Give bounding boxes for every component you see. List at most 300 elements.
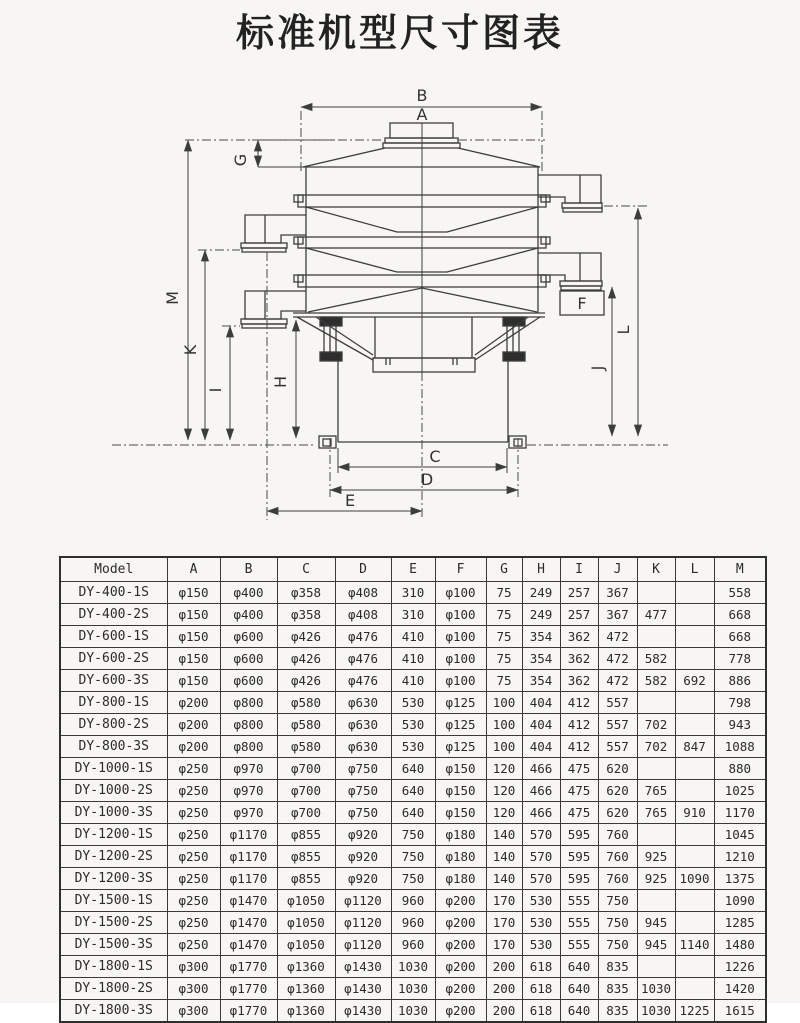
value-cell: 362 (560, 626, 598, 648)
value-cell (675, 692, 714, 714)
value-cell: φ855 (277, 824, 335, 846)
col-header-j: J (598, 557, 637, 582)
value-cell: 1285 (714, 912, 766, 934)
value-cell: 960 (391, 890, 435, 912)
value-cell: φ200 (435, 890, 486, 912)
value-cell: φ250 (167, 890, 220, 912)
col-header-b: B (220, 557, 277, 582)
outlet-right-lower (538, 253, 604, 315)
value-cell: 367 (598, 582, 637, 604)
value-cell: φ580 (277, 736, 335, 758)
value-cell: 595 (560, 846, 598, 868)
value-cell: φ750 (335, 802, 391, 824)
value-cell: φ1430 (335, 1000, 391, 1023)
model-cell: DY-800-3S (60, 736, 167, 758)
value-cell: φ100 (435, 626, 486, 648)
dim-label-g: G (231, 153, 250, 167)
value-cell: φ920 (335, 868, 391, 890)
dim-label-m: M (163, 291, 182, 305)
value-cell: 798 (714, 692, 766, 714)
value-cell: φ200 (435, 912, 486, 934)
model-cell: DY-1800-3S (60, 1000, 167, 1023)
value-cell: 249 (522, 582, 560, 604)
value-cell: 404 (522, 692, 560, 714)
table-row (60, 736, 766, 758)
model-cell: DY-1800-2S (60, 978, 167, 1000)
value-cell: φ150 (167, 582, 220, 604)
value-cell: φ1470 (220, 912, 277, 934)
outlet-right-upper (538, 175, 602, 212)
col-header-e: E (391, 557, 435, 582)
value-cell: 472 (598, 626, 637, 648)
value-cell: φ150 (167, 626, 220, 648)
value-cell: 249 (522, 604, 560, 626)
value-cell: φ426 (277, 648, 335, 670)
page-title: 标准机型尺寸图表 (235, 11, 564, 55)
value-cell: φ800 (220, 692, 277, 714)
value-cell: 1210 (714, 846, 766, 868)
value-cell: φ150 (435, 802, 486, 824)
value-cell: 835 (598, 1000, 637, 1023)
value-cell: 354 (522, 670, 560, 692)
value-cell (675, 846, 714, 868)
col-header-g: G (486, 557, 522, 582)
value-cell: φ1470 (220, 934, 277, 956)
value-cell: 120 (486, 780, 522, 802)
value-cell: φ358 (277, 604, 335, 626)
value-cell: φ700 (277, 802, 335, 824)
value-cell: 140 (486, 824, 522, 846)
model-cell: DY-800-2S (60, 714, 167, 736)
value-cell: 1030 (391, 1000, 435, 1023)
value-cell: 750 (598, 934, 637, 956)
value-cell: 570 (522, 868, 560, 890)
value-cell: φ1120 (335, 934, 391, 956)
value-cell: φ1050 (277, 912, 335, 934)
value-cell: 200 (486, 956, 522, 978)
value-cell: 170 (486, 890, 522, 912)
value-cell: 257 (560, 604, 598, 626)
value-cell: 1226 (714, 956, 766, 978)
value-cell (637, 692, 675, 714)
value-cell: 477 (637, 604, 675, 626)
value-cell: φ580 (277, 692, 335, 714)
dim-label-e: E (344, 491, 356, 510)
value-cell: 412 (560, 714, 598, 736)
value-cell: φ200 (435, 978, 486, 1000)
value-cell: φ855 (277, 846, 335, 868)
table-row (60, 670, 766, 692)
model-cell: DY-1000-1S (60, 758, 167, 780)
header-row (60, 557, 766, 582)
value-cell: 466 (522, 780, 560, 802)
value-cell: 620 (598, 758, 637, 780)
col-header-d: D (335, 557, 391, 582)
value-cell: 1030 (391, 956, 435, 978)
value-cell: 200 (486, 1000, 522, 1023)
value-cell: φ408 (335, 582, 391, 604)
col-header-l: L (675, 557, 714, 582)
col-header-c: C (277, 557, 335, 582)
value-cell: 1140 (675, 934, 714, 956)
value-cell: φ580 (277, 714, 335, 736)
table-row (60, 648, 766, 670)
model-cell: DY-600-3S (60, 670, 167, 692)
value-cell: 925 (637, 846, 675, 868)
dim-label-l: L (614, 325, 633, 335)
col-header-f: F (435, 557, 486, 582)
value-cell (675, 758, 714, 780)
value-cell: 750 (598, 912, 637, 934)
value-cell: 595 (560, 868, 598, 890)
value-cell (675, 604, 714, 626)
value-cell: φ1770 (220, 1000, 277, 1023)
value-cell: φ200 (167, 736, 220, 758)
value-cell: 120 (486, 758, 522, 780)
value-cell: 702 (637, 736, 675, 758)
value-cell: φ200 (435, 956, 486, 978)
value-cell: φ150 (167, 648, 220, 670)
value-cell: φ1430 (335, 956, 391, 978)
col-header-k: K (637, 557, 675, 582)
value-cell: φ300 (167, 956, 220, 978)
value-cell: φ180 (435, 846, 486, 868)
value-cell: 960 (391, 934, 435, 956)
value-cell: φ1360 (277, 1000, 335, 1023)
value-cell: φ630 (335, 736, 391, 758)
value-cell: 778 (714, 648, 766, 670)
value-cell: 75 (486, 648, 522, 670)
value-cell (675, 648, 714, 670)
value-cell: 472 (598, 648, 637, 670)
value-cell (637, 758, 675, 780)
value-cell: 530 (522, 890, 560, 912)
value-cell: 880 (714, 758, 766, 780)
table-row (60, 956, 766, 978)
value-cell: φ250 (167, 780, 220, 802)
table-row (60, 846, 766, 868)
value-cell: φ100 (435, 648, 486, 670)
table-row (60, 1000, 766, 1023)
col-header-i: I (560, 557, 598, 582)
value-cell: φ1170 (220, 824, 277, 846)
value-cell: φ970 (220, 802, 277, 824)
table-row (60, 802, 766, 824)
dim-label-d: D (420, 470, 434, 489)
value-cell (675, 912, 714, 934)
value-cell: φ180 (435, 824, 486, 846)
table-row (60, 912, 766, 934)
value-cell (675, 714, 714, 736)
dimension-labels (163, 86, 633, 510)
value-cell: φ200 (435, 1000, 486, 1023)
value-cell: φ125 (435, 692, 486, 714)
value-cell: φ630 (335, 714, 391, 736)
value-cell: φ250 (167, 824, 220, 846)
value-cell (637, 626, 675, 648)
value-cell (637, 582, 675, 604)
model-cell: DY-800-1S (60, 692, 167, 714)
value-cell: φ426 (277, 670, 335, 692)
model-cell: DY-1500-1S (60, 890, 167, 912)
value-cell: 475 (560, 758, 598, 780)
table-row (60, 582, 766, 604)
value-cell: φ1120 (335, 890, 391, 912)
value-cell: φ700 (277, 780, 335, 802)
value-cell: 835 (598, 956, 637, 978)
model-cell: DY-400-1S (60, 582, 167, 604)
value-cell: 960 (391, 912, 435, 934)
value-cell: 555 (560, 934, 598, 956)
model-cell: DY-1200-1S (60, 824, 167, 846)
dim-label-h: H (271, 375, 290, 389)
value-cell: 530 (391, 736, 435, 758)
col-header-model: Model (60, 557, 167, 582)
value-cell: 530 (522, 934, 560, 956)
value-cell: φ1360 (277, 956, 335, 978)
value-cell: 410 (391, 626, 435, 648)
model-cell: DY-1000-2S (60, 780, 167, 802)
value-cell: 760 (598, 846, 637, 868)
value-cell: φ250 (167, 912, 220, 934)
value-cell: φ1170 (220, 846, 277, 868)
value-cell: φ1050 (277, 934, 335, 956)
value-cell: φ408 (335, 604, 391, 626)
value-cell: φ1770 (220, 978, 277, 1000)
value-cell: φ250 (167, 934, 220, 956)
table-row (60, 824, 766, 846)
value-cell: 530 (391, 692, 435, 714)
value-cell: φ250 (167, 846, 220, 868)
value-cell: φ476 (335, 648, 391, 670)
value-cell: 692 (675, 670, 714, 692)
value-cell: φ600 (220, 670, 277, 692)
value-cell: 75 (486, 582, 522, 604)
model-cell: DY-1200-3S (60, 868, 167, 890)
value-cell (675, 956, 714, 978)
value-cell: φ1170 (220, 868, 277, 890)
value-cell: φ1470 (220, 890, 277, 912)
value-cell: 1090 (675, 868, 714, 890)
value-cell: 410 (391, 670, 435, 692)
value-cell: 170 (486, 912, 522, 934)
value-cell: φ426 (277, 626, 335, 648)
value-cell: 750 (391, 846, 435, 868)
value-cell: 1025 (714, 780, 766, 802)
value-cell: 310 (391, 582, 435, 604)
value-cell: φ200 (167, 692, 220, 714)
value-cell: 1090 (714, 890, 766, 912)
value-cell: 475 (560, 802, 598, 824)
model-cell: DY-400-2S (60, 604, 167, 626)
model-cell: DY-1000-3S (60, 802, 167, 824)
value-cell: 750 (391, 868, 435, 890)
value-cell: φ100 (435, 582, 486, 604)
dim-label-i: I (206, 387, 225, 393)
value-cell: 760 (598, 824, 637, 846)
value-cell: φ750 (335, 780, 391, 802)
table-row (60, 868, 766, 890)
model-cell: DY-600-2S (60, 648, 167, 670)
value-cell: 668 (714, 604, 766, 626)
value-cell: 765 (637, 802, 675, 824)
value-cell: 668 (714, 626, 766, 648)
value-cell: 75 (486, 670, 522, 692)
value-cell: 362 (560, 670, 598, 692)
dim-label-f: F (577, 294, 587, 313)
value-cell: φ970 (220, 780, 277, 802)
value-cell: 943 (714, 714, 766, 736)
value-cell: φ150 (167, 670, 220, 692)
model-cell: DY-600-1S (60, 626, 167, 648)
dimension-table (59, 556, 767, 1023)
value-cell: φ180 (435, 868, 486, 890)
value-cell: 640 (391, 802, 435, 824)
value-cell: 354 (522, 626, 560, 648)
machine-body (241, 123, 604, 448)
value-cell: 75 (486, 604, 522, 626)
value-cell: φ250 (167, 758, 220, 780)
value-cell: φ700 (277, 758, 335, 780)
value-cell: 120 (486, 802, 522, 824)
value-cell: 1045 (714, 824, 766, 846)
value-cell: 558 (714, 582, 766, 604)
value-cell: 640 (560, 978, 598, 1000)
value-cell: φ920 (335, 824, 391, 846)
value-cell: 620 (598, 802, 637, 824)
value-cell: 200 (486, 978, 522, 1000)
value-cell (675, 890, 714, 912)
value-cell: 412 (560, 736, 598, 758)
value-cell: 765 (637, 780, 675, 802)
table-header (60, 557, 766, 582)
value-cell: 570 (522, 846, 560, 868)
value-cell: φ1430 (335, 978, 391, 1000)
value-cell: 1480 (714, 934, 766, 956)
value-cell: φ358 (277, 582, 335, 604)
value-cell: 702 (637, 714, 675, 736)
value-cell: φ125 (435, 736, 486, 758)
dim-label-j: J (588, 365, 607, 371)
value-cell: 620 (598, 780, 637, 802)
dim-label-b: B (416, 86, 428, 105)
value-cell (675, 626, 714, 648)
value-cell: φ200 (167, 714, 220, 736)
value-cell: φ150 (435, 780, 486, 802)
outlet-left-upper (241, 215, 306, 252)
value-cell: φ600 (220, 626, 277, 648)
value-cell: φ476 (335, 626, 391, 648)
table-body (60, 582, 766, 1023)
value-cell: 140 (486, 846, 522, 868)
model-cell: DY-1800-1S (60, 956, 167, 978)
value-cell: 1615 (714, 1000, 766, 1023)
value-cell: 412 (560, 692, 598, 714)
value-cell: 530 (391, 714, 435, 736)
value-cell: 640 (391, 758, 435, 780)
value-cell: 555 (560, 890, 598, 912)
value-cell: 618 (522, 978, 560, 1000)
value-cell: 1420 (714, 978, 766, 1000)
value-cell: φ400 (220, 582, 277, 604)
value-cell: 170 (486, 934, 522, 956)
value-cell: φ800 (220, 714, 277, 736)
value-cell: φ250 (167, 802, 220, 824)
value-cell: φ600 (220, 648, 277, 670)
model-cell: DY-1200-2S (60, 846, 167, 868)
value-cell: 582 (637, 670, 675, 692)
value-cell: 555 (560, 912, 598, 934)
value-cell: φ100 (435, 670, 486, 692)
value-cell: φ1770 (220, 956, 277, 978)
value-cell: 466 (522, 802, 560, 824)
table-row (60, 780, 766, 802)
value-cell: 1225 (675, 1000, 714, 1023)
value-cell: 847 (675, 736, 714, 758)
dim-label-k: K (181, 344, 200, 356)
value-cell: φ1120 (335, 912, 391, 934)
col-header-a: A (167, 557, 220, 582)
value-cell: 557 (598, 736, 637, 758)
value-cell: φ300 (167, 978, 220, 1000)
value-cell: 1030 (391, 978, 435, 1000)
table-row (60, 714, 766, 736)
value-cell: φ400 (220, 604, 277, 626)
value-cell: 945 (637, 912, 675, 934)
value-cell: φ150 (435, 758, 486, 780)
table-row (60, 978, 766, 1000)
table-row (60, 692, 766, 714)
value-cell: φ150 (167, 604, 220, 626)
value-cell: 310 (391, 604, 435, 626)
value-cell (675, 978, 714, 1000)
value-cell: 557 (598, 714, 637, 736)
value-cell: 750 (598, 890, 637, 912)
value-cell: φ300 (167, 1000, 220, 1023)
value-cell (675, 780, 714, 802)
value-cell: 1030 (637, 978, 675, 1000)
value-cell: φ250 (167, 868, 220, 890)
value-cell: 530 (522, 912, 560, 934)
value-cell: φ100 (435, 604, 486, 626)
value-cell: 886 (714, 670, 766, 692)
model-cell: DY-1500-2S (60, 912, 167, 934)
table-row (60, 758, 766, 780)
value-cell: 910 (675, 802, 714, 824)
value-cell: 257 (560, 582, 598, 604)
value-cell: φ200 (435, 934, 486, 956)
value-cell: 640 (560, 956, 598, 978)
value-cell (637, 956, 675, 978)
value-cell: 410 (391, 648, 435, 670)
value-cell: 835 (598, 978, 637, 1000)
value-cell: 100 (486, 692, 522, 714)
value-cell: 750 (391, 824, 435, 846)
value-cell: 640 (391, 780, 435, 802)
col-header-h: H (522, 557, 560, 582)
value-cell: φ970 (220, 758, 277, 780)
value-cell: φ476 (335, 670, 391, 692)
value-cell: φ630 (335, 692, 391, 714)
value-cell: 618 (522, 1000, 560, 1023)
value-cell: φ800 (220, 736, 277, 758)
value-cell: 362 (560, 648, 598, 670)
value-cell: 760 (598, 868, 637, 890)
value-cell: 570 (522, 824, 560, 846)
value-cell: 472 (598, 670, 637, 692)
value-cell (637, 824, 675, 846)
table-row (60, 604, 766, 626)
